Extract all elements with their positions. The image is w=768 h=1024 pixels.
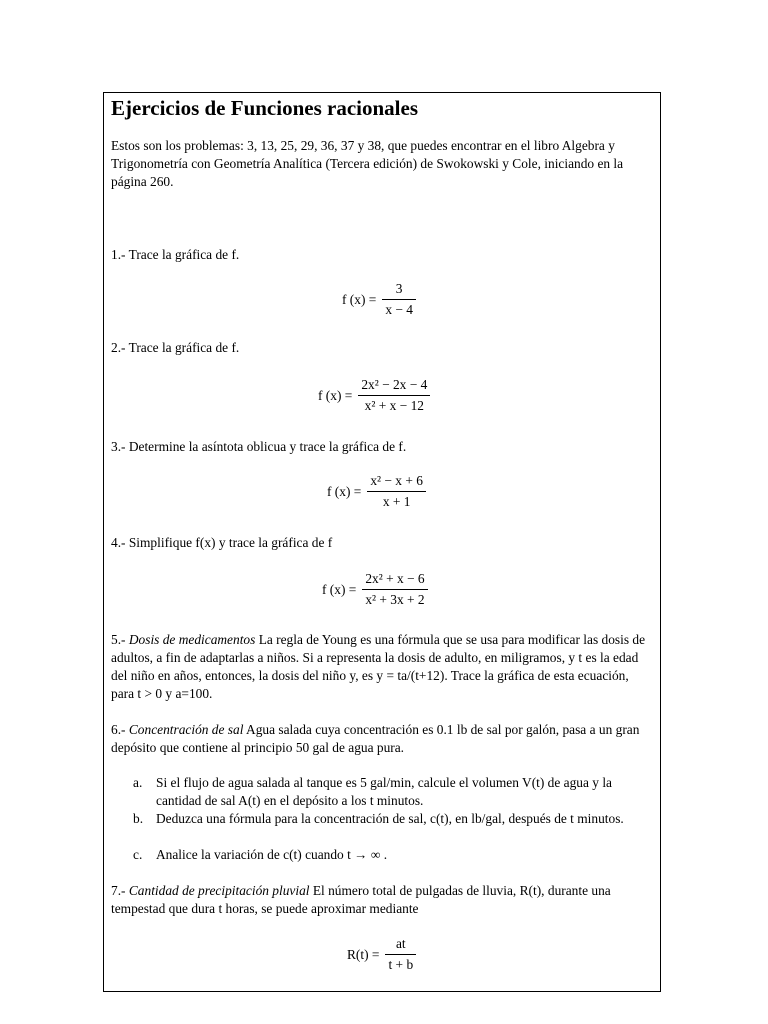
fraction (358, 377, 430, 414)
exercise-7-topic: Cantidad de precipitación pluvial (128, 883, 310, 898)
fraction (385, 936, 416, 973)
numerator: x² − x + 6 (370, 473, 423, 488)
list-item (133, 810, 643, 846)
exercise-4-prompt: 4.- Simplifique f(x) y trace la gráfica de f (111, 535, 333, 550)
exercise-1-prompt: 1.- Trace la gráfica de f. (111, 247, 240, 262)
formula-lhs: f (x) = (318, 387, 353, 403)
exercise-7-formula (347, 936, 416, 973)
exercise-6-number: 6.- (111, 722, 126, 737)
exercise-6-paragraph (111, 721, 653, 757)
document-frame (103, 92, 661, 992)
exercise-7-text: El número total de pulgadas de lluvia, R(t), durante una tempestad que dura t horas, se puede aproximar mediante (111, 883, 611, 916)
formula-lhs: f (x) = (342, 291, 377, 307)
denominator: x − 4 (385, 302, 413, 317)
exercise-4-formula (322, 571, 428, 608)
list-marker: a. (133, 775, 143, 790)
exercise-5-text: La regla de Young es una fórmula que se usa para modificar las dosis de adultos, a fin de adaptarlas a niños. Si a representa la dosis de adulto, en miligramos, y t es la edad del niño en años, entonces, la dosis del niño y, es y = ta/(t+12). Trace la gráfica de esta ecuación, para t > 0 y a=100. (111, 632, 646, 701)
list-item-text: Analice la variación de c(t) cuando t → ∞ . (156, 847, 388, 862)
exercise-3-formula (327, 473, 426, 510)
exercise-7-number: 7.- (111, 883, 126, 898)
fraction (362, 571, 427, 608)
list-item (133, 846, 643, 864)
exercise-5-topic: Dosis de medicamentos (128, 632, 256, 647)
formula-lhs: R(t) = (347, 946, 380, 962)
denominator: t + b (388, 957, 414, 972)
exercise-6-text: Agua salada cuya concentración es 0.1 lb de sal por galón, pasa a un gran depósito que contiene al principio 50 gal de agua pura. (111, 722, 640, 755)
numerator: at (395, 936, 406, 951)
exercise-2-formula (318, 377, 430, 414)
numerator: 2x² + x − 6 (365, 571, 425, 586)
exercise-5-number: 5.- (111, 632, 126, 647)
list-marker: c. (133, 847, 143, 862)
list-item-text: Si el flujo de agua salada al tanque es 5 gal/min, calcule el volumen V(t) de agua y la cantidad de sal A(t) en el depósito a los t minutos. (156, 775, 612, 808)
denominator: x² + 3x + 2 (365, 592, 425, 607)
list-marker: b. (133, 811, 144, 826)
fraction (367, 473, 426, 510)
exercise-5-paragraph (111, 631, 653, 703)
exercise-7-paragraph (111, 882, 653, 918)
denominator: x + 1 (382, 494, 411, 509)
exercise-1-formula (342, 281, 416, 318)
fraction (382, 281, 416, 318)
denominator: x² + x − 12 (364, 398, 424, 413)
intro-paragraph: Estos son los problemas: 3, 13, 25, 29, 36, 37 y 38, que puedes encontrar en el libro Algebra y Trigonometría con Geometría Analítica (Tercera edición) de Swokowski y Cole, iniciando en la página 260. (111, 138, 624, 189)
numerator: 2x² − 2x − 4 (361, 377, 428, 392)
list-item (133, 774, 643, 810)
exercise-6-topic: Concentración de sal (128, 722, 244, 737)
formula-lhs: f (x) = (322, 581, 357, 597)
document-title: Ejercicios de Funciones racionales (111, 96, 418, 120)
formula-lhs: f (x) = (327, 483, 362, 499)
exercise-3-prompt: 3.- Determine la asíntota oblicua y trace la gráfica de f. (111, 439, 407, 454)
exercise-2-prompt: 2.- Trace la gráfica de f. (111, 340, 240, 355)
numerator: 3 (395, 281, 403, 296)
list-item-text: Deduzca una fórmula para la concentración de sal, c(t), en lb/gal, después de t minutos. (156, 811, 624, 826)
